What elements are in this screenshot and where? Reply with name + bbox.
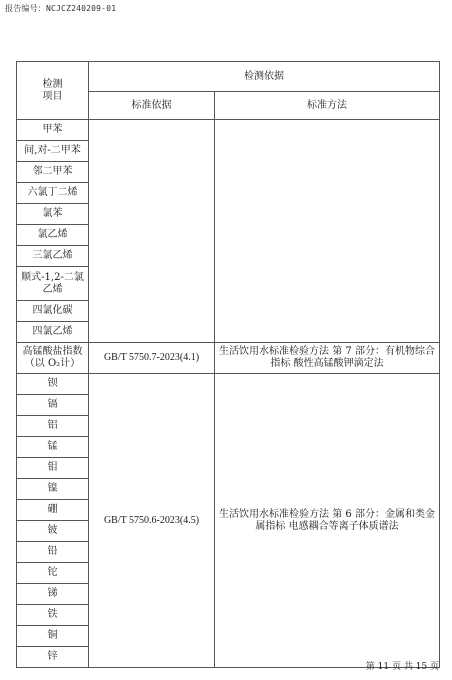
- organic-item-cell: 六氯丁二烯: [17, 183, 89, 204]
- metal-item-cell: 镉: [17, 395, 89, 416]
- metal-item-cell: 锑: [17, 584, 89, 605]
- report-number: 报告编号：NCJCZ240209-01: [5, 4, 117, 13]
- permanganate-standard-cell: GB/T 5750.7-2023(4.1): [89, 343, 215, 374]
- metal-item-cell: 镍: [17, 479, 89, 500]
- organic-item-cell: 邻二甲苯: [17, 162, 89, 183]
- organic-item-cell: 甲苯: [17, 120, 89, 141]
- metal-item-cell: 铅: [17, 542, 89, 563]
- metal-item-cell: 锌: [17, 647, 89, 668]
- header-row-1: [17, 62, 440, 92]
- metal-item-cell: 铁: [17, 605, 89, 626]
- organic-item-cell: 四氯化碳: [17, 301, 89, 322]
- basis-header-cell: 检测依据: [89, 62, 440, 92]
- permanganate-item-cell: 高锰酸盐指数（以 O₂计）: [17, 343, 89, 374]
- metals-standard-cell: GB/T 5750.6-2023(4.5): [89, 374, 215, 668]
- organic-item-cell: 四氯乙烯: [17, 322, 89, 343]
- test-basis-table: [16, 61, 440, 668]
- metal-item-cell: 铊: [17, 563, 89, 584]
- organic-item-cell: 氯苯: [17, 204, 89, 225]
- organic-method-cell: [215, 120, 440, 343]
- organic-row: [17, 120, 440, 141]
- organic-item-cell: 氯乙烯: [17, 225, 89, 246]
- page-number: 第 11 页 共 15 页: [365, 662, 439, 672]
- organic-item-cell: 三氯乙烯: [17, 246, 89, 267]
- metal-item-cell: 铍: [17, 521, 89, 542]
- metal-item-cell: 钡: [17, 374, 89, 395]
- metal-item-cell: 铝: [17, 416, 89, 437]
- metals-method-cell: 生活饮用水标准检验方法 第 6 部分：金属和类金属指标 电感耦合等离子体质谱法: [215, 374, 440, 668]
- metal-item-cell: 锰: [17, 437, 89, 458]
- permanganate-method-cell: 生活饮用水标准检验方法 第 7 部分：有机物综合指标 酸性高锰酸钾滴定法: [215, 343, 440, 374]
- metal-row: [17, 374, 440, 395]
- organic-item-cell: 间,对-二甲苯: [17, 141, 89, 162]
- metal-item-cell: 钼: [17, 458, 89, 479]
- organic-item-cell: 顺式-1,2-二氯乙烯: [17, 267, 89, 301]
- organic-standard-cell: [89, 120, 215, 343]
- item-header-cell: 检测 项目: [17, 62, 89, 120]
- permanganate-row: [17, 343, 440, 374]
- standard-basis-header-cell: 标准依据: [89, 92, 215, 120]
- metal-item-cell: 硼: [17, 500, 89, 521]
- metal-item-cell: 铜: [17, 626, 89, 647]
- standard-method-header-cell: 标准方法: [215, 92, 440, 120]
